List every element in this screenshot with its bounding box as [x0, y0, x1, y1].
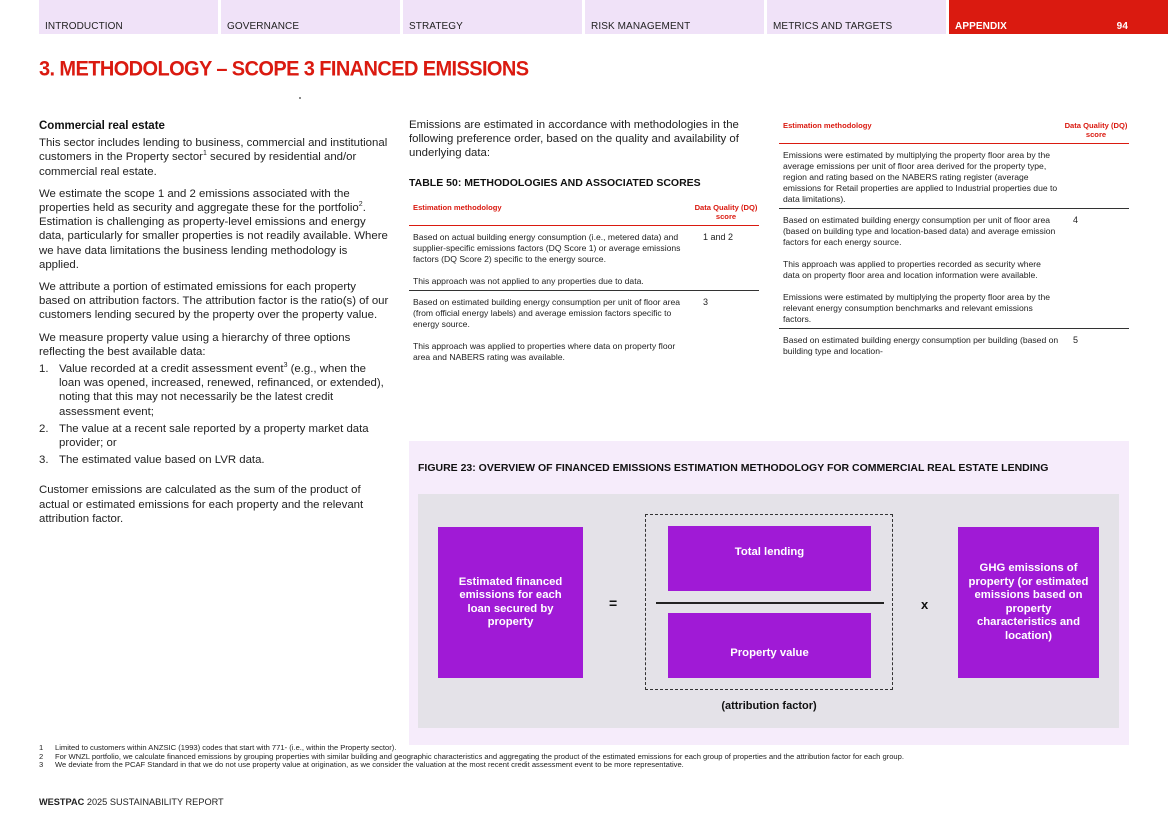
top-navigation	[39, 0, 1168, 34]
table-header-score: Data Quality (DQ) score	[693, 203, 759, 226]
table-header-method: Estimation methodology	[779, 121, 1063, 144]
page-number: 94	[1116, 21, 1128, 32]
table-row: Based on actual building energy consumption (i.e., metered data) and supplier-specific emissions factors (DQ Score 1) or average emissions factors (DQ Score 2) specific to the energy source. This approach was not applied to any properties due to data. 1 and 2	[409, 225, 759, 290]
dq-score: 1 and 2	[693, 225, 759, 290]
nav-tab-appendix-label: APPENDIX	[955, 21, 1007, 32]
list-item: 1. Value recorded at a credit assessment event$^3$ (e.g., when the loan was opened, increased, renewed, refinanced, or extended), noting that this may not necessarily be the latest credit assessment event;	[39, 362, 384, 418]
nav-tab-governance[interactable]: GOVERNANCE	[221, 0, 400, 34]
footnote-ref-1: 1	[202, 150, 207, 158]
dq-score	[1063, 144, 1129, 209]
left-column	[39, 119, 389, 534]
figure-23	[409, 441, 1129, 745]
nav-tab-appendix[interactable]	[949, 0, 1168, 34]
methodology-table	[409, 203, 759, 366]
nav-tab-risk-management[interactable]: RISK MANAGEMENT	[585, 0, 764, 34]
ghg-emissions-box: GHG emissions of property (or estimated emissions based on property characteristics and location)	[958, 527, 1099, 678]
paragraph-estimate: We estimate the scope 1 and 2 emissions associated with the properties held as security and aggregate these for the portfolio$^2$. Estimation is challenging as property-level emissions and energy data, particularly for smaller properties is not readily available. Where we have data limitations the business lending methodology is applied.	[39, 187, 388, 271]
dq-score: 4	[1063, 209, 1129, 329]
table-row: Emissions were estimated by multiplying the property floor area by the average emissions per unit of floor area derived for the property type, region and rating based on the NABERS rating register (average emissions for Retail properties are applied to Industrial properties due to data limitations).	[779, 144, 1129, 209]
paragraph-property-value: We measure property value using a hierarchy of three options reflecting the best available data:	[39, 331, 351, 358]
table-row: Based on estimated building energy consumption per unit of floor area (from official energy labels) and average emission factors specific to energy source. This approach was applied to properties where data on property floor area and NABERS rating was available. 3	[409, 290, 759, 366]
table-row: Based on estimated building energy consumption per building (based on building type and location- 5	[779, 329, 1129, 361]
table-title: TABLE 50: METHODOLOGIES AND ASSOCIATED SCORES	[409, 176, 701, 189]
dq-score: 5	[1073, 335, 1079, 345]
paragraph-attribution: We attribute a portion of estimated emissions for each property based on attribution factors. The attribution factor is the ratio(s) of our customers lending secured by the property over the property value.	[39, 281, 389, 322]
figure-diagram	[418, 494, 1119, 728]
section-heading: Commercial real estate	[39, 120, 165, 132]
paragraph-customer-emissions: Customer emissions are calculated as the sum of the product of actual or estimated emissions for each property and the relevant attribution factor.	[39, 484, 364, 525]
methodology-intro: Emissions are estimated in accordance with methodologies in the following preference order, based on the quality and availability of underlying data:	[409, 119, 739, 160]
property-value-list	[39, 362, 389, 467]
nav-tab-introduction[interactable]: INTRODUCTION	[39, 0, 218, 34]
paragraph-sector: This sector includes lending to business, commercial and institutional customers in the Property sector$^1$ secured by residential and/or commercial real estate.	[39, 137, 388, 178]
footnote: 2 For WNZL portfolio, we calculate financed emissions by grouping properties with similar building and geographic characteristics and aggregating the product of the estimated emissions for each group of properties and the attribution factor for each group.	[39, 751, 904, 761]
methodology-table-continued	[779, 121, 1129, 360]
table-row: Based on estimated building energy consumption per unit of floor area (based on building type and location-based data) and average emission factors for each energy source. This approach was applied to properties recorded as security where data on property floor area and location information were available. Emissions were estimated by multiplying the property floor area by the relevant energy consumption benchmarks and relevant emissions factors. 4	[779, 209, 1129, 329]
footer-report-name: 2025 SUSTAINABILITY REPORT	[86, 797, 224, 807]
equals-sign: =	[609, 595, 618, 611]
footnote: 3 We deviate from the PCAF Standard in that we do not use property value at origination, as we consider the valuation at the most recent credit assessment event to be more representative.	[39, 760, 684, 770]
page-footer	[39, 797, 224, 807]
footer-brand: WESTPAC	[39, 797, 85, 807]
nav-tab-strategy[interactable]: STRATEGY	[403, 0, 582, 34]
total-lending-box: Total lending	[668, 526, 871, 591]
figure-title: FIGURE 23: OVERVIEW OF FINANCED EMISSIONS ESTIMATION METHODOLOGY FOR COMMERCIAL REAL ESTATE LENDING	[418, 462, 1049, 474]
fraction-line	[656, 602, 884, 604]
middle-column	[409, 118, 759, 366]
footnote: 1 Limited to customers within ANZSIC (1993) codes that start with 771- (i.e., within the Property sector).	[39, 743, 397, 752]
footnote-ref-3: 3	[283, 362, 288, 370]
decorative-dot	[299, 97, 301, 99]
attribution-factor-label: (attribution factor)	[721, 700, 817, 712]
dq-score: 3	[703, 296, 709, 307]
estimated-emissions-box: Estimated financed emissions for each loan secured by property	[438, 527, 583, 678]
right-column	[779, 121, 1129, 360]
nav-tab-metrics-and-targets[interactable]: METRICS AND TARGETS	[767, 0, 946, 34]
list-item: 3. The estimated value based on LVR data.	[39, 454, 265, 467]
table-header-score: Data Quality (DQ) score	[1063, 121, 1129, 144]
table-header-method: Estimation methodology	[409, 203, 693, 226]
footnote-ref-2: 2	[358, 201, 363, 209]
footnotes	[39, 744, 1134, 770]
property-value-box: Property value	[668, 613, 871, 678]
page-title: 3. METHODOLOGY – SCOPE 3 FINANCED EMISSIONS	[39, 57, 529, 81]
list-item: 2. The value at a recent sale reported by a property market data provider; or	[39, 422, 369, 450]
multiply-sign: x	[921, 597, 929, 612]
